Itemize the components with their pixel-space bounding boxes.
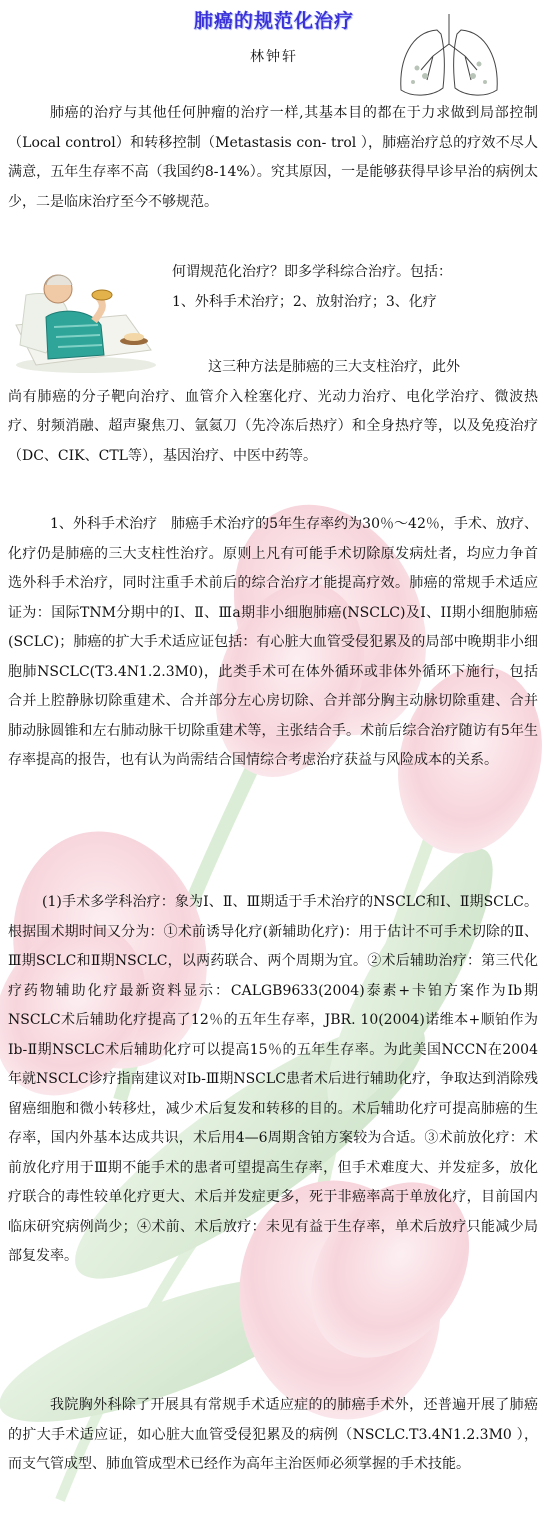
paragraph-other-therapies bbox=[8, 353, 538, 471]
paragraph-surgery: 1、外科手术治疗 肺癌手术治疗的5年生存率约为30％～42％，手术、放疗、化疗仍是肺癌的三大支柱性治疗。原则上凡有可能手术切除原发病灶者，均应力争首选外科手术治疗，同时注重手术前后的综合治疗才能提高疗效。肺癌的常规手术适应证为：国际TNM分期中的Ⅰ、Ⅱ、Ⅲa期非小细胞肺癌(NSCLC)及Ⅰ、II期小细胞肺癌(SCLC)；肺癌的扩大手术适应证包括：有心脏大血管受侵犯累及的局部中晚期非小细胞肺NSCLC(T3.4N1.2.3M0)，此类手术可在体外循环或非体外循环下施行，包括合并上腔静脉切除重建术、合并部分左心房切除、合并部分胸主动脉切除重建、合并肺动脉圆锥和左右肺动脉干切除重建术等，主张结合手。术前后综合治疗随访有5年生存率提高的报告，也有认为尚需结合国情综合考虑治疗获益与风险成本的关系。 bbox=[8, 516, 538, 768]
paragraph-multidisciplinary: (1)手术多学科治疗：象为Ⅰ、Ⅱ、Ⅲ期适于手术治疗的NSCLC和Ⅰ、Ⅱ期SCLC。根据围术期时间又分为：①术前诱导化疗(新辅助化疗)：用于估计不可手术切除的Ⅱ、Ⅲ期SCLC和Ⅱ期NSCLC，以两药联合、两个周期为宜。②术后辅助治疗：第三代化疗药物辅助化疗最新资料显示：CALGB9633(2004)泰素+卡铂方案作为Ib期NSCLC术后辅助化疗提高了12％的五年生存率，JBR. 10(2004)诺维本+顺铂作为Ib-Ⅱ期NSCLC术后辅助化疗可以提高15％的五年生存率。为此美国NCCN在2004年就NSCLC诊疗指南建议对Ib-Ⅲ期NSCLC患者术后进行辅助化疗，争取达到消除残留癌细胞和微小转移灶，减少术后复发和转移的目的。术后辅助化疗可提高肺癌的生存率，国内外基本达成共识，术后用4—6周期含铂方案较为合适。③术前放化疗：术前放化疗用于Ⅲ期不能手术的患者可望提高生存率，但手术难度大、并发症多，放化疗联合的毒性较单化疗更大、术后并发症更多，死于非癌率高于单放化疗，目前国内临床研究病例尚少；④术前、术后放疗：未见有益于生存率，单术后放疗只能减少局部复发率。 bbox=[8, 894, 538, 1264]
author-name: 林钟轩 bbox=[250, 49, 298, 65]
paragraph-intro: 肺癌的治疗与其他任何肿瘤的治疗一样,其基本目的都在于力求做到局部控制（Local control）和转移控制（Metastasis con- trol ），肺癌治疗总的疗效不尽人满意，五年生存率不高（我国约8-14%）。究其原因，一是能够获得早诊早治的病例太少，二是临床治疗至今不够规范。 bbox=[8, 105, 538, 210]
therapies-line-1: 这三种方法是肺癌的三大支柱治疗，此外 bbox=[208, 359, 460, 375]
paragraph-definition bbox=[172, 258, 532, 317]
paragraph-our-hospital: 我院胸外科除了开展具有常规手术适应症的的肺癌手术外，还普遍开展了肺癌的扩大手术适应证，如心脏大血管受侵犯累及的病例（NSCLC.T3.4N1.2.3M0 ），而支气管成型、肺血管成型术已经作为高年主治医师必须掌握的手术技能。 bbox=[8, 1397, 538, 1472]
therapies-rest: 尚有肺癌的分子靶向治疗、血管介入栓塞化疗、光动力治疗、电化学治疗、微波热疗、射频消融、超声聚焦刀、氩氦刀（先冷冻后热疗）和全身热疗等，以及免疫治疗（DC、CIK、CTL等），基因治疗、中医中药等。 bbox=[8, 388, 538, 464]
page-title: 肺癌的规范化治疗 bbox=[193, 10, 354, 32]
lung-diagram-icon bbox=[393, 10, 505, 102]
definition-line-2: 1、外科手术治疗；2、放射治疗；3、化疗 bbox=[172, 293, 437, 310]
definition-line-1: 何谓规范化治疗？即多学科综合治疗。包括： bbox=[172, 264, 452, 280]
